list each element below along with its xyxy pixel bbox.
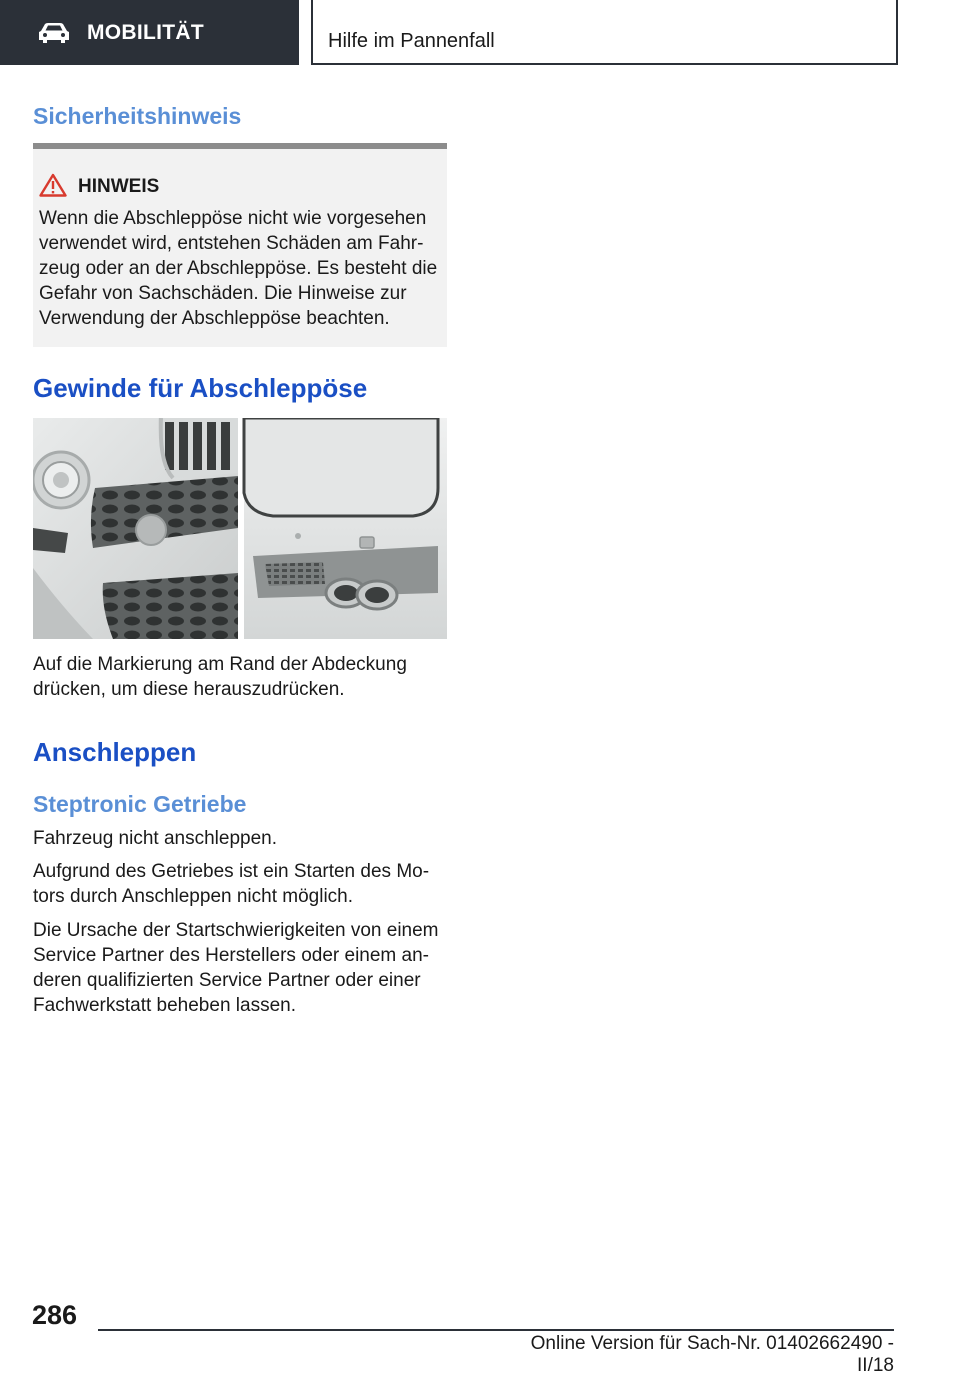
thread-caption: Auf die Markierung am Rand der Abdeckung drücken, um diese herauszudrücken. [33, 654, 407, 700]
towing-paragraph-2: Aufgrund des Getriebes ist ein Starten des Mo- tors durch Anschleppen nicht möglich. [33, 861, 430, 907]
footer-rule [98, 1329, 894, 1331]
car-icon [37, 22, 71, 44]
towing-paragraph-3: Die Ursache der Startschwierigkeiten von einem Service Partner des Herstellers oder einem an- deren qualifizierten Service Partner oder einer Fachwerkstatt beheben lassen. [33, 920, 439, 1016]
towing-heading: Anschleppen [33, 737, 197, 767]
towing-paragraph-1: Fahrzeug nicht anschleppen. [33, 828, 277, 849]
safety-heading: Sicherheitshinweis [33, 103, 242, 129]
header-chapter-box [311, 0, 898, 65]
warning-triangle-icon [39, 173, 67, 197]
notice-box [33, 143, 447, 347]
notice-text: Wenn die Abschleppöse nicht wie vorgesehen verwendet wird, entstehen Schäden am Fahr- zeug oder an der Abschleppöse. Es besteht die Gefahr von Sachschäden. Die Hinweise zur Verwendung der Abschleppöse beachten. [39, 208, 438, 329]
steptronic-subheading: Steptronic Getriebe [33, 791, 247, 817]
section-title: MOBILITÄT [87, 20, 205, 44]
notice-label: HINWEIS [78, 176, 160, 197]
chapter-title: Hilfe im Pannenfall [328, 30, 495, 52]
tow-eye-illustration [33, 418, 447, 639]
header-section-tab [0, 0, 299, 65]
footer-version: Online Version für Sach-Nr. 01402662490 - II/18 [530, 1333, 894, 1376]
page-number: 286 [32, 1300, 78, 1330]
thread-heading: Gewinde für Abschleppöse [33, 373, 368, 403]
